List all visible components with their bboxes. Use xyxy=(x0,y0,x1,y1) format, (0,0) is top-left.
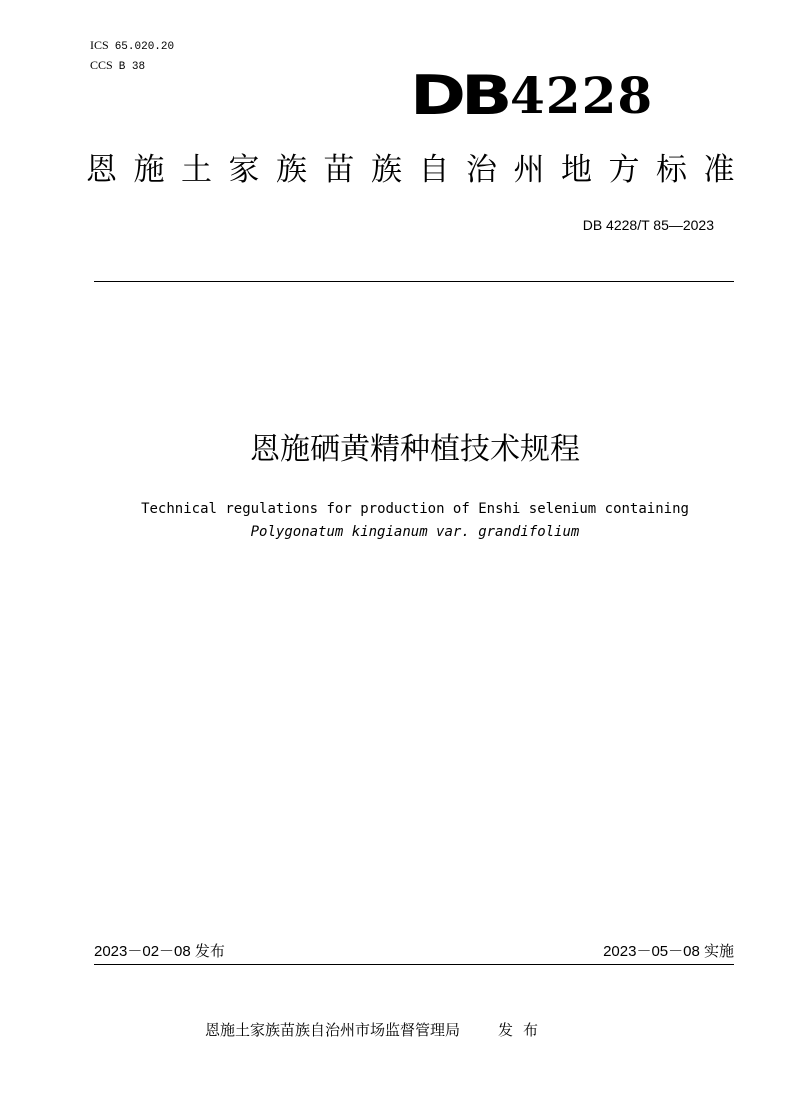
org-standard-title: 恩施土家族苗族自治州地方标准 xyxy=(86,152,751,188)
ics-label: ICS xyxy=(90,38,109,52)
issue-date: 2023－02－08 发布 xyxy=(94,943,225,960)
db-logo xyxy=(410,66,680,126)
document-title-english-line2: Polygonatum kingianum var. grandifolium xyxy=(250,524,580,540)
ics-code: 65.020.20 xyxy=(114,41,175,53)
implementation-date: 2023－05－08 实施 xyxy=(603,943,734,960)
ics-line xyxy=(90,36,174,57)
ccs-label: CCS xyxy=(90,58,113,72)
standard-number: DB 4228/T 85—2023 xyxy=(582,217,714,233)
db-logo-letters: DB xyxy=(410,64,508,127)
document-title-chinese: 恩施硒黄精种植技术规程 xyxy=(250,432,580,467)
ccs-line xyxy=(90,56,145,77)
publisher-line xyxy=(205,1018,548,1042)
db-logo-number: 4228 xyxy=(510,66,654,125)
publish-label: 发布 xyxy=(498,1021,549,1039)
bottom-divider xyxy=(94,964,734,965)
document-title-english-line1: Technical regulations for production of Enshi selenium containing xyxy=(141,501,689,517)
top-divider xyxy=(94,281,734,282)
publisher-name: 恩施土家族苗族自治州市场监督管理局 xyxy=(205,1021,461,1039)
ccs-code: B 38 xyxy=(118,61,146,73)
